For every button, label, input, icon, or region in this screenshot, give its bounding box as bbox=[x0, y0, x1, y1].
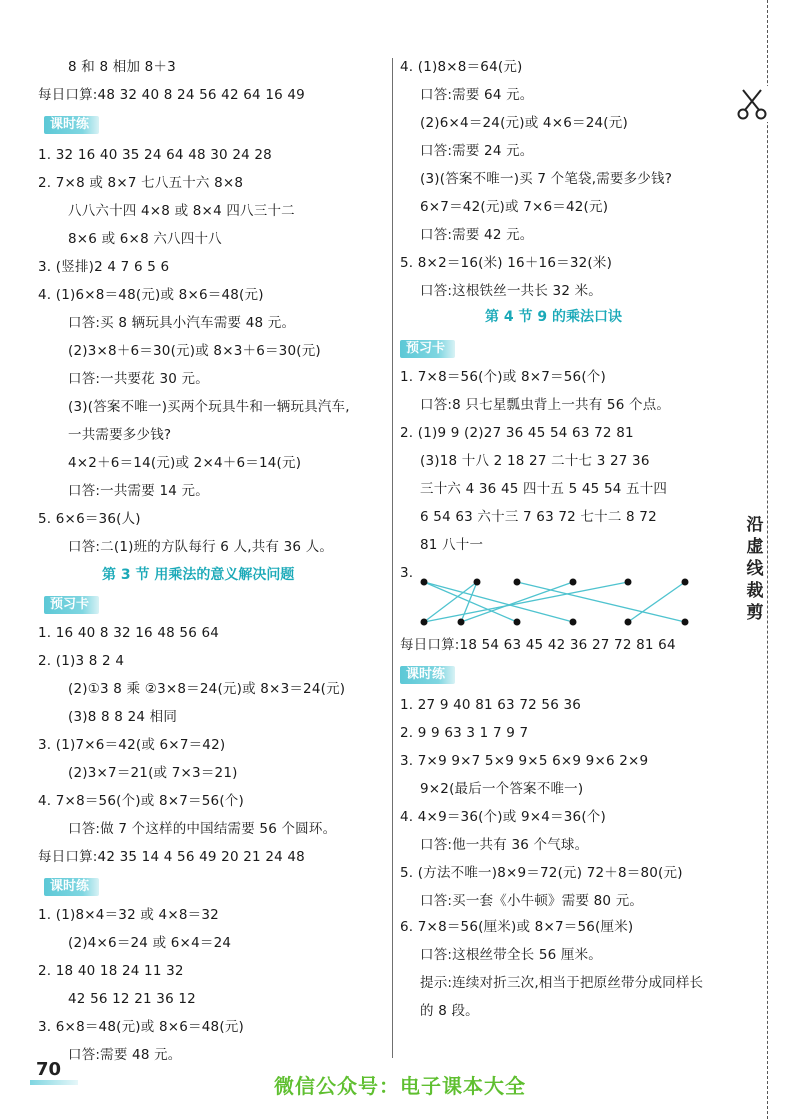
answer-line: 2. (1)9 9 (2)27 36 45 54 63 72 81 bbox=[400, 425, 634, 441]
match-dot bbox=[682, 619, 689, 626]
answer-line: 口答:做 7 个这样的中国结需要 56 个圆环。 bbox=[68, 821, 337, 837]
answer-line: 4. (1)6×8＝48(元)或 8×6＝48(元) bbox=[38, 287, 264, 303]
answer-line: 6 54 63 六十三 7 63 72 七十二 8 72 bbox=[420, 509, 657, 525]
answer-line: 5. 6×6＝36(人) bbox=[38, 511, 141, 527]
answer-line: 口答:他一共有 36 个气球。 bbox=[420, 837, 589, 853]
answer-line: 8×6 或 6×8 六八四十八 bbox=[68, 231, 222, 247]
answer-line: 2. 9 9 63 3 1 7 9 7 bbox=[400, 725, 529, 741]
match-dot bbox=[421, 579, 428, 586]
answer-line: 4×2＋6＝14(元)或 2×4＋6＝14(元) bbox=[68, 455, 302, 471]
answer-line: (3)18 十八 2 18 27 二十七 3 27 36 bbox=[420, 453, 650, 469]
matching-diagram bbox=[402, 574, 732, 630]
answer-line: 81 八十一 bbox=[420, 537, 484, 553]
answer-line: 提示:连续对折三次,相当于把原丝带分成同样长 bbox=[420, 975, 704, 991]
match-dot bbox=[514, 579, 521, 586]
section-tag-exercise: 课时练 bbox=[44, 116, 99, 134]
answer-line: 口答:这根铁丝一共长 32 米。 bbox=[420, 283, 603, 299]
section-tag-preview: 预习卡 bbox=[400, 340, 455, 358]
answer-line: 2. 7×8 或 8×7 七八五十六 8×8 bbox=[38, 175, 244, 191]
section-heading-4: 第 4 节 9 的乘法口诀 bbox=[485, 309, 622, 325]
match-dot bbox=[458, 619, 465, 626]
answer-line: 口答:一共需要 14 元。 bbox=[68, 483, 209, 499]
match-line bbox=[517, 582, 685, 622]
daily-mental-math: 每日口算:48 32 40 8 24 56 42 64 16 49 bbox=[38, 87, 305, 103]
match-line bbox=[461, 582, 573, 622]
answer-line: 的 8 段。 bbox=[420, 1003, 479, 1019]
answer-line: 5. (方法不唯一)8×9＝72(元) 72＋8＝80(元) bbox=[400, 865, 683, 881]
match-line bbox=[424, 582, 573, 622]
answer-line: 口答:一共要花 30 元。 bbox=[68, 371, 209, 387]
watermark-text: 微信公众号：电子课本大全 bbox=[274, 1074, 526, 1098]
answer-line: (2)①3 8 乘 ②3×8＝24(元)或 8×3＝24(元) bbox=[68, 681, 346, 697]
answer-line: 口答:8 只七星瓢虫背上一共有 56 个点。 bbox=[420, 397, 671, 413]
daily-mental-math: 每日口算:18 54 63 45 42 36 27 72 81 64 bbox=[400, 637, 676, 653]
answer-line: 2. (1)3 8 2 4 bbox=[38, 653, 125, 669]
answer-line: 2. 18 40 18 24 11 32 bbox=[38, 963, 184, 979]
answer-line: 3. (竖排)2 4 7 6 5 6 bbox=[38, 259, 170, 275]
column-divider bbox=[392, 58, 393, 1058]
answer-line: 一共需要多少钱? bbox=[68, 427, 172, 443]
answer-line: 口答:需要 42 元。 bbox=[420, 227, 534, 243]
answer-line: (2)4×6＝24 或 6×4＝24 bbox=[68, 935, 232, 951]
answer-line: 4. 4×9＝36(个)或 9×4＝36(个) bbox=[400, 809, 606, 825]
answer-line: 口答:买 8 辆玩具小汽车需要 48 元。 bbox=[68, 315, 296, 331]
dashed-cut-line bbox=[767, 0, 768, 1119]
answer-line: 4. 7×8＝56(个)或 8×7＝56(个) bbox=[38, 793, 244, 809]
answer-line: 1. (1)8×4＝32 或 4×8＝32 bbox=[38, 907, 219, 923]
answer-line: 八八六十四 4×8 或 8×4 四八三十二 bbox=[68, 203, 295, 219]
answer-line: (2)6×4＝24(元)或 4×6＝24(元) bbox=[420, 115, 628, 131]
answer-line: (2)3×8＋6＝30(元)或 8×3＋6＝30(元) bbox=[68, 343, 321, 359]
answer-line: 1. 16 40 8 32 16 48 56 64 bbox=[38, 625, 220, 641]
match-dot bbox=[421, 619, 428, 626]
answer-line: 4. (1)8×8＝64(元) bbox=[400, 59, 523, 75]
answer-line: 3. 6×8＝48(元)或 8×6＝48(元) bbox=[38, 1019, 244, 1035]
answer-line: 6×7＝42(元)或 7×6＝42(元) bbox=[420, 199, 609, 215]
answer-line: 3. 7×9 9×7 5×9 9×5 6×9 9×6 2×9 bbox=[400, 753, 649, 769]
answer-line: 口答:二(1)班的方队每行 6 人,共有 36 人。 bbox=[68, 539, 334, 555]
answer-line: 口答:需要 24 元。 bbox=[420, 143, 534, 159]
page-number: 70 bbox=[36, 1059, 62, 1080]
scissors-icon bbox=[734, 86, 770, 122]
match-dot bbox=[474, 579, 481, 586]
answer-line: 三十六 4 36 45 四十五 5 45 54 五十四 bbox=[420, 481, 668, 497]
question-3-label: 3. bbox=[400, 565, 414, 581]
answer-line: 口答:买一套《小牛顿》需要 80 元。 bbox=[420, 893, 644, 909]
match-dot bbox=[514, 619, 521, 626]
section-tag-exercise: 课时练 bbox=[44, 878, 99, 896]
answer-line: 口答:需要 48 元。 bbox=[68, 1047, 182, 1063]
section-heading-3: 第 3 节 用乘法的意义解决问题 bbox=[102, 567, 295, 583]
match-dot bbox=[625, 579, 632, 586]
daily-mental-math: 每日口算:42 35 14 4 56 49 20 21 24 48 bbox=[38, 849, 305, 865]
answer-line: (2)3×7＝21(或 7×3＝21) bbox=[68, 765, 238, 781]
answer-line: (3)(答案不唯一)买 7 个笔袋,需要多少钱? bbox=[420, 171, 673, 187]
answer-line: 5. 8×2＝16(米) 16＋16＝32(米) bbox=[400, 255, 613, 271]
answer-line: 6. 7×8＝56(厘米)或 8×7＝56(厘米) bbox=[400, 919, 634, 935]
answer-line: 1. 27 9 40 81 63 72 56 36 bbox=[400, 697, 582, 713]
match-dot bbox=[682, 579, 689, 586]
section-tag-preview: 预习卡 bbox=[44, 596, 99, 614]
cut-along-dashed-line-label: 沿虚线裁剪 bbox=[744, 514, 766, 624]
section-tag-exercise: 课时练 bbox=[400, 666, 455, 684]
match-dot bbox=[570, 619, 577, 626]
answer-line: 8 和 8 相加 8＋3 bbox=[68, 59, 176, 75]
answer-line: (3)8 8 8 24 相同 bbox=[68, 709, 178, 725]
answer-line: 42 56 12 21 36 12 bbox=[68, 991, 196, 1007]
answer-line: 1. 7×8＝56(个)或 8×7＝56(个) bbox=[400, 369, 606, 385]
answer-line: (3)(答案不唯一)买两个玩具牛和一辆玩具汽车, bbox=[68, 399, 350, 415]
answer-line: 口答:这根丝带全长 56 厘米。 bbox=[420, 947, 603, 963]
match-line bbox=[424, 582, 517, 622]
answer-line: 1. 32 16 40 35 24 64 48 30 24 28 bbox=[38, 147, 272, 163]
answer-line: 3. (1)7×6＝42(或 6×7＝42) bbox=[38, 737, 226, 753]
answer-line: 9×2(最后一个答案不唯一) bbox=[420, 781, 584, 797]
match-line bbox=[628, 582, 685, 622]
match-dot bbox=[570, 579, 577, 586]
match-dot bbox=[625, 619, 632, 626]
answer-line: 口答:需要 64 元。 bbox=[420, 87, 534, 103]
match-line bbox=[424, 582, 628, 622]
